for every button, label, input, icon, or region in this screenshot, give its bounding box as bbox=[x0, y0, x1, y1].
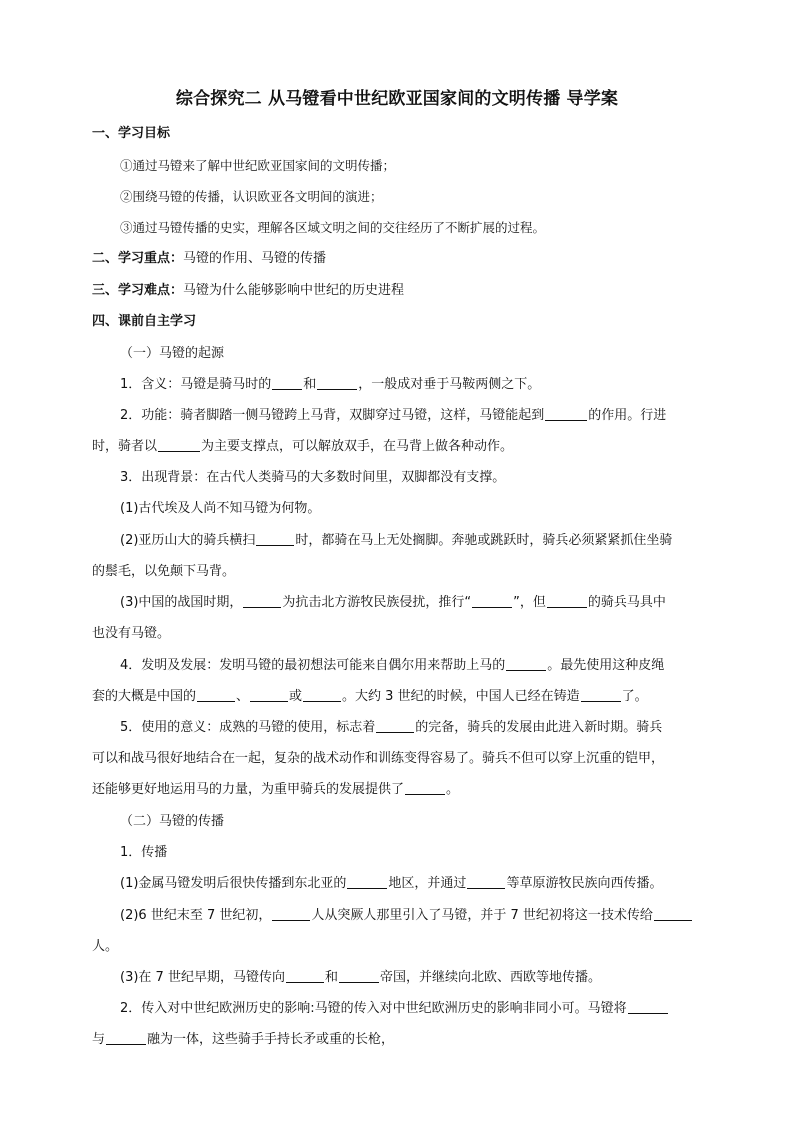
text-segment: 2．传入对中世纪欧洲历史的影响:马镫的传入对中世纪欧洲历史的影响非同小可。马镫将 bbox=[120, 1001, 627, 1016]
text-segment: 为主要支撑点，可以解放双手，在马背上做各种动作。 bbox=[201, 439, 514, 454]
fill-blank[interactable] bbox=[547, 593, 587, 608]
fill-blank[interactable] bbox=[545, 406, 587, 421]
text-segment: ”，但 bbox=[513, 595, 546, 610]
fill-blank[interactable] bbox=[347, 874, 387, 889]
difficult-points bbox=[92, 281, 404, 301]
paragraph-line bbox=[120, 968, 601, 988]
text-segment: 套的大概是中国的 bbox=[92, 689, 197, 704]
fill-blank[interactable] bbox=[581, 687, 621, 702]
page-title: 综合探究二 从马镫看中世纪欧亚国家间的文明传播 导学案 bbox=[175, 89, 619, 109]
fill-blank[interactable] bbox=[272, 375, 302, 390]
paragraph-line: 3．出现背景：在古代人类骑马的大多数时间里，双脚都没有支撑。 bbox=[120, 470, 506, 485]
fill-blank[interactable] bbox=[654, 906, 692, 921]
subsection-origin-heading: （一）马镫的起源 bbox=[120, 346, 225, 361]
text-segment: 的作用。行进 bbox=[588, 408, 667, 423]
text-segment: ，一般成对垂于马鞍两侧之下。 bbox=[358, 377, 541, 392]
text-segment: 为抗击北方游牧民族侵扰，推行“ bbox=[282, 595, 472, 610]
fill-blank[interactable] bbox=[376, 718, 414, 733]
fill-blank[interactable] bbox=[405, 780, 445, 795]
text-segment: 时，骑者以 bbox=[92, 439, 158, 454]
paragraph-line bbox=[120, 406, 666, 426]
fill-blank[interactable] bbox=[243, 593, 281, 608]
paragraph-line bbox=[120, 375, 540, 395]
fill-blank[interactable] bbox=[286, 968, 324, 983]
text-segment: 2．功能：骑者脚踏一侧马镫跨上马背，双脚穿过马镫，这样，马镫能起到 bbox=[120, 408, 545, 423]
paragraph-line bbox=[92, 1030, 394, 1050]
section-self-study-heading: 四、课前自主学习 bbox=[92, 314, 197, 329]
paragraph-line: 人。 bbox=[92, 939, 119, 954]
objective-item: ②围绕马镫的传播，认识欧亚各文明间的演进； bbox=[120, 189, 383, 204]
fill-blank[interactable] bbox=[197, 687, 235, 702]
paragraph-line: 的鬃毛，以免颠下马背。 bbox=[92, 564, 236, 579]
fill-blank[interactable] bbox=[256, 531, 294, 546]
paragraph-line: (1)古代埃及人尚不知马镫为何物。 bbox=[120, 501, 321, 516]
text-segment: (3)在 7 世纪早期，马镫传向 bbox=[120, 970, 285, 985]
text-segment: (2)亚历山大的骑兵横扫 bbox=[120, 533, 256, 548]
fill-blank[interactable] bbox=[250, 687, 288, 702]
difficult-points-text: 马镫为什么能够影响中世纪的历史进程 bbox=[183, 283, 405, 298]
key-points bbox=[92, 249, 326, 269]
text-segment: 1．含义：马镫是骑马时的 bbox=[120, 377, 272, 392]
paragraph-line bbox=[120, 874, 662, 894]
fill-blank[interactable] bbox=[106, 1030, 146, 1045]
paragraph-line bbox=[120, 999, 669, 1019]
paragraph-line: 也没有马镫。 bbox=[92, 626, 171, 641]
text-segment: 地区，并通过 bbox=[388, 876, 467, 891]
text-segment: 还能够更好地运用马的力量，为重甲骑兵的发展提供了 bbox=[92, 782, 405, 797]
fill-blank[interactable] bbox=[467, 874, 505, 889]
text-segment: 了。 bbox=[621, 689, 648, 704]
text-segment: 。最先使用这种皮绳 bbox=[547, 658, 665, 673]
paragraph-line bbox=[120, 656, 664, 676]
paragraph-line bbox=[92, 780, 459, 800]
fill-blank[interactable] bbox=[158, 437, 200, 452]
paragraph-line bbox=[92, 437, 513, 457]
key-points-label: 二、学习重点： bbox=[92, 251, 184, 266]
paragraph-line: 1．传播 bbox=[120, 845, 168, 860]
fill-blank[interactable] bbox=[628, 999, 668, 1014]
paragraph-line bbox=[120, 593, 666, 613]
paragraph-line bbox=[120, 906, 693, 926]
text-segment: 或 bbox=[289, 689, 303, 704]
difficult-points-label: 三、学习难点： bbox=[92, 283, 184, 298]
text-segment: 5．使用的意义：成熟的马镫的使用，标志着 bbox=[120, 720, 376, 735]
text-segment: 帝国，并继续向北欧、西欧等地传播。 bbox=[379, 970, 601, 985]
subsection-spread-heading: （二）马镫的传播 bbox=[120, 814, 225, 829]
section-objectives-heading: 一、学习目标 bbox=[92, 126, 171, 141]
paragraph-line bbox=[120, 531, 672, 551]
text-segment: (3)中国的战国时期， bbox=[120, 595, 243, 610]
text-segment: 人从突厥人那里引入了马镫，并于 7 世纪初将这一技术传给 bbox=[311, 908, 653, 923]
paragraph-line bbox=[120, 718, 662, 738]
text-segment: 和 bbox=[324, 970, 338, 985]
text-segment: (1)金属马镫发明后很快传播到东北亚的 bbox=[120, 876, 347, 891]
objective-item: ③通过马镫传播的史实，理解各区域文明之间的交往经历了不断扩展的过程。 bbox=[120, 220, 546, 235]
fill-blank[interactable] bbox=[303, 687, 341, 702]
text-segment: 4．发明及发展：发明马镫的最初想法可能来自偶尔用来帮助上马的 bbox=[120, 658, 506, 673]
fill-blank[interactable] bbox=[506, 656, 546, 671]
text-segment: 的完备，骑兵的发展由此进入新时期。骑兵 bbox=[415, 720, 663, 735]
text-segment: 、 bbox=[236, 689, 250, 704]
text-segment: 时，都骑在马上无处搁脚。奔驰或跳跃时，骑兵必须紧紧抓住坐骑 bbox=[295, 533, 673, 548]
fill-blank[interactable] bbox=[339, 968, 379, 983]
text-segment: 融为一体，这些骑手手持长矛或重的长枪， bbox=[147, 1032, 395, 1047]
paragraph-line: 可以和战马很好地结合在一起，复杂的战术动作和训练变得容易了。骑兵不但可以穿上沉重的铠甲， bbox=[92, 751, 665, 766]
fill-blank[interactable] bbox=[272, 906, 310, 921]
text-segment: 与 bbox=[92, 1032, 106, 1047]
text-segment: 。大约 3 世纪的时候，中国人已经在铸造 bbox=[342, 689, 580, 704]
paragraph-line bbox=[92, 687, 648, 707]
text-segment: (2)6 世纪末至 7 世纪初， bbox=[120, 908, 272, 923]
text-segment: 和 bbox=[303, 377, 317, 392]
key-points-text: 马镫的作用、马镫的传播 bbox=[183, 251, 327, 266]
fill-blank[interactable] bbox=[317, 375, 357, 390]
objective-item: ①通过马镫来了解中世纪欧亚国家间的文明传播； bbox=[120, 158, 396, 173]
fill-blank[interactable] bbox=[472, 593, 512, 608]
text-segment: 等草原游牧民族向西传播。 bbox=[506, 876, 663, 891]
text-segment: 的骑兵马具中 bbox=[587, 595, 666, 610]
text-segment: 。 bbox=[446, 782, 460, 797]
